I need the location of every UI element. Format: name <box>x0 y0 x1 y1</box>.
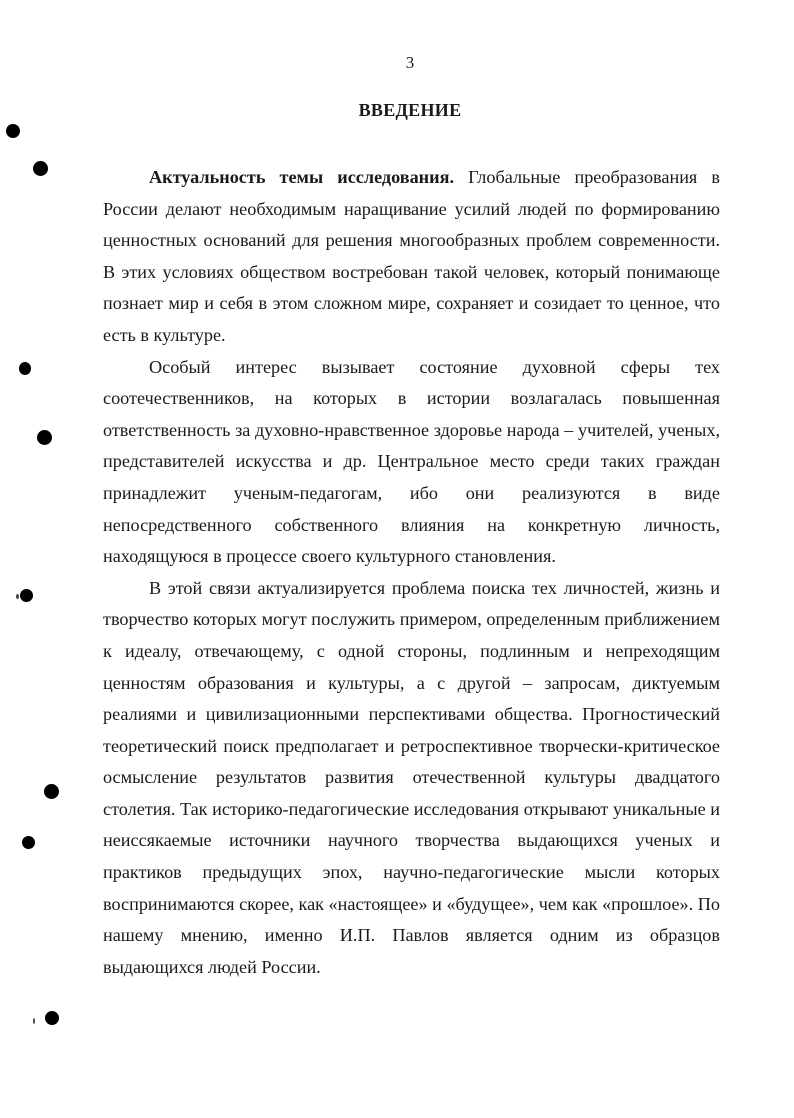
binding-hole-mark <box>19 362 31 375</box>
paragraph-text: Глобальные преобразования в России делают необходимым наращивание усилий людей по формированию ценностных оснований для решения многообразных проблем современности. В этих условиях обществом востребован такой человек, который понимающе познает мир и себя в этом сложном мире, сохраняет и созидает то ценное, что есть в культуре. <box>103 167 720 345</box>
scan-speck <box>16 594 19 599</box>
binding-hole-mark <box>45 1011 59 1025</box>
binding-hole-mark <box>44 784 59 799</box>
binding-hole-mark <box>33 161 48 176</box>
body-text <box>103 162 720 983</box>
binding-hole-mark <box>37 430 52 445</box>
scan-speck <box>33 1018 35 1024</box>
paragraph-text: Особый интерес вызывает состояние духовной сферы тех соотечественников, на которых в истории возлагалась повышенная ответственность за духовно-нравственное здоровье народа – учителей, ученых, представителей искусства и др. Центральное место среди таких граждан принадлежит ученым-педагогам, ибо они реализуются в виде непосредственного собственного влияния на конкретную личность, находящуюся в процессе своего культурного становления. <box>103 356 720 567</box>
page-number: 3 <box>405 53 415 72</box>
paragraph-relevance <box>103 162 720 352</box>
paragraph-search <box>103 573 720 984</box>
page-title: ВВЕДЕНИЕ <box>358 100 462 120</box>
paragraph-lead: Актуальность темы исследования. <box>149 167 455 187</box>
binding-hole-mark <box>6 124 20 138</box>
paragraph-text: В этой связи актуализируется проблема поиска тех личностей, жизнь и творчество которых могут послужить примером, определенным приближением к идеалу, отвечающему, с одной стороны, подлинным и непреходящим ценностям образования и культуры, а с другой – запросам, диктуемым реалиями и цивилизационными перспективами общества. Прогностический теоретический поиск предполагает и ретроспективное творчески-критическое осмысление результатов развития отечественной культуры двадцатого столетия. Так историко-педагогические исследования открывают уникальные и неиссякаемые источники научного творчества выдающихся ученых и практиков предыдущих эпох, научно-педагогические мысли которых воспринимаются скорее, как «настоящее» и «будущее», чем как «прошлое». По нашему мнению, именно И.П. Павлов является одним из образцов выдающихся людей России. <box>103 577 720 977</box>
binding-hole-mark <box>22 836 35 849</box>
binding-hole-mark <box>20 589 33 602</box>
paragraph-interest <box>103 352 720 573</box>
